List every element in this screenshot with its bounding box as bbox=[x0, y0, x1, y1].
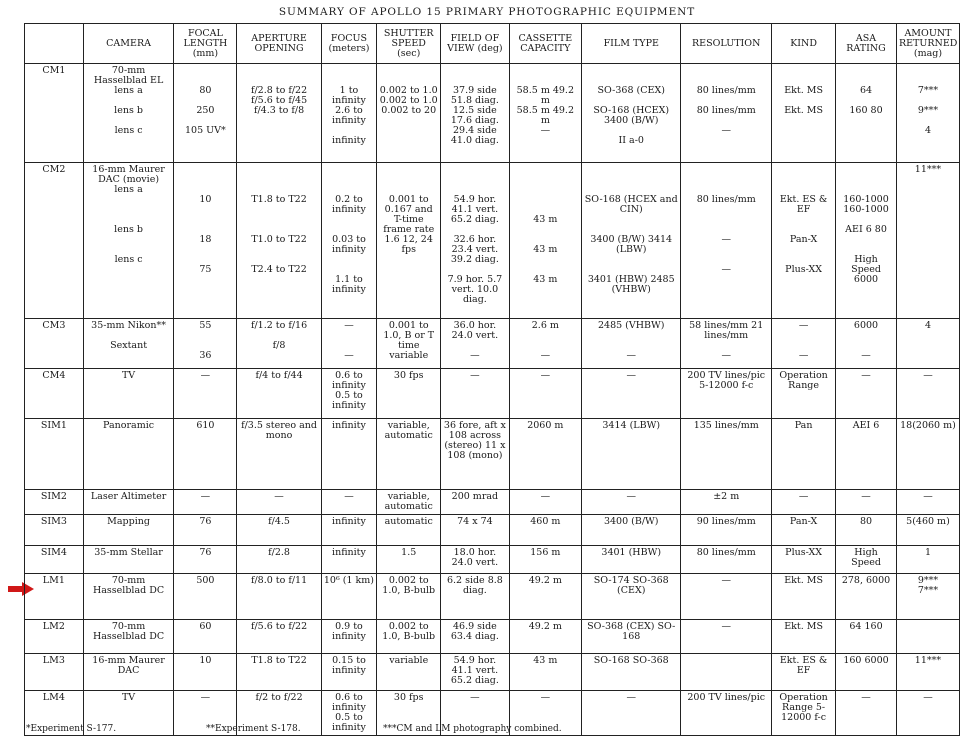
cell-focus: — bbox=[321, 490, 377, 515]
cell-id: SIM4 bbox=[25, 546, 84, 574]
cell-amount: — bbox=[896, 490, 959, 515]
cell-resolution bbox=[681, 654, 772, 691]
cell-id: LM1 bbox=[25, 574, 84, 620]
cell-focal: — bbox=[174, 490, 237, 515]
cell-shutter: 0.002 to 1.0, B-bulb bbox=[377, 574, 441, 620]
cell-shutter: 30 fps bbox=[377, 369, 441, 419]
cell-fov: 54.9 hor. 41.1 vert. 65.2 diag. 32.6 hor. 23.4 vert. 39.2 diag. 7.9 hor. 5.7 vert. 10.0 diag. bbox=[441, 163, 509, 319]
table-row bbox=[25, 419, 960, 490]
cell-focal: 10 bbox=[174, 654, 237, 691]
cell-film: — bbox=[582, 490, 681, 515]
cell-asa: 160 6000 bbox=[836, 654, 897, 691]
footnote-1: *Experiment S-177. bbox=[26, 724, 117, 734]
cell-amount: 4 bbox=[896, 319, 959, 369]
cell-cassette: 156 m bbox=[509, 546, 582, 574]
cell-aperture: f/3.5 stereo and mono bbox=[237, 419, 321, 490]
cell-shutter: 0.001 to 1.0, B or T time variable bbox=[377, 319, 441, 369]
cell-focus: 0.6 to infinity 0.5 to infinity bbox=[321, 369, 377, 419]
cell-aperture: f/2 to f/22 bbox=[237, 691, 321, 736]
cell-fov: 18.0 hor. 24.0 vert. bbox=[441, 546, 509, 574]
header-row bbox=[25, 24, 960, 64]
cell-cassette: 460 m bbox=[509, 515, 582, 546]
cell-resolution: 80 lines/mm — — bbox=[681, 163, 772, 319]
cell-camera: 16-mm Maurer DAC bbox=[83, 654, 174, 691]
cell-amount: 1 bbox=[896, 546, 959, 574]
header-asa: ASA RATING bbox=[836, 24, 897, 64]
cell-id: SIM3 bbox=[25, 515, 84, 546]
cell-aperture: f/8.0 to f/11 bbox=[237, 574, 321, 620]
cell-camera: Laser Altimeter bbox=[83, 490, 174, 515]
cell-cassette: 43 m bbox=[509, 654, 582, 691]
cell-aperture: — bbox=[237, 490, 321, 515]
header-shutter: SHUTTER SPEED (sec) bbox=[377, 24, 441, 64]
cell-film: SO-368 (CEX) SO-168 bbox=[582, 620, 681, 654]
cell-asa: — bbox=[836, 490, 897, 515]
footnote-3: ***CM and LM photography combined. bbox=[383, 724, 562, 734]
cell-shutter: 1.5 bbox=[377, 546, 441, 574]
cell-kind: — bbox=[772, 490, 836, 515]
cell-focus: infinity bbox=[321, 419, 377, 490]
table-row bbox=[25, 319, 960, 369]
cell-aperture: T1.8 to T22 bbox=[237, 654, 321, 691]
cell-focal: — bbox=[174, 369, 237, 419]
cell-camera: 16-mm Maurer DAC (movie) lens a lens b lens c bbox=[83, 163, 174, 319]
table-row bbox=[25, 546, 960, 574]
cell-focus: 0.9 to infinity bbox=[321, 620, 377, 654]
cell-amount: 11*** bbox=[896, 654, 959, 691]
cell-asa: 64 160 80 bbox=[836, 64, 897, 163]
table-row bbox=[25, 369, 960, 419]
cell-aperture: f/1.2 to f/16 f/8 bbox=[237, 319, 321, 369]
cell-amount: 5(460 m) bbox=[896, 515, 959, 546]
header-kind: KIND bbox=[772, 24, 836, 64]
cell-shutter: variable, automatic bbox=[377, 419, 441, 490]
cell-resolution: 90 lines/mm bbox=[681, 515, 772, 546]
cell-camera: 70-mm Hasselblad DC bbox=[83, 620, 174, 654]
cell-amount: 7*** 9*** 4 bbox=[896, 64, 959, 163]
cell-resolution: 80 lines/mm bbox=[681, 546, 772, 574]
header-focal: FOCAL LENGTH (mm) bbox=[174, 24, 237, 64]
cell-film: — bbox=[582, 369, 681, 419]
cell-aperture: f/2.8 to f/22 f/5.6 to f/45 f/4.3 to f/8 bbox=[237, 64, 321, 163]
cell-film: SO-168 SO-368 bbox=[582, 654, 681, 691]
cell-amount: — bbox=[896, 369, 959, 419]
cell-shutter: 0.002 to 1.0, B-bulb bbox=[377, 620, 441, 654]
cell-cassette: — bbox=[509, 490, 582, 515]
header-aperture: APERTURE OPENING bbox=[237, 24, 321, 64]
header-amount: AMOUNT RETURNED (mag) bbox=[896, 24, 959, 64]
cell-asa: 6000 — bbox=[836, 319, 897, 369]
cell-cassette: — bbox=[509, 691, 582, 736]
cell-resolution: 135 lines/mm bbox=[681, 419, 772, 490]
header-resolution: RESOLUTION bbox=[681, 24, 772, 64]
cell-resolution: — bbox=[681, 620, 772, 654]
cell-cassette: 58.5 m 49.2 m 58.5 m 49.2 m — bbox=[509, 64, 582, 163]
cell-id: LM2 bbox=[25, 620, 84, 654]
cell-fov: 36 fore, aft x 108 across (stereo) 11 x 108 (mono) bbox=[441, 419, 509, 490]
cell-cassette: 49.2 m bbox=[509, 620, 582, 654]
cell-focus: — — bbox=[321, 319, 377, 369]
cell-focal: 76 bbox=[174, 546, 237, 574]
cell-film: SO-368 (CEX) SO-168 (HCEX) 3400 (B/W) II a-0 bbox=[582, 64, 681, 163]
cell-kind: Ekt. ES & EF bbox=[772, 654, 836, 691]
cell-id: CM1 bbox=[25, 64, 84, 163]
cell-focus: 0.6 to infinity 0.5 to infinity bbox=[321, 691, 377, 736]
cell-kind: Ekt. MS bbox=[772, 620, 836, 654]
cell-id: CM2 bbox=[25, 163, 84, 319]
cell-aperture: f/4 to f/44 bbox=[237, 369, 321, 419]
table-title: SUMMARY OF APOLLO 15 PRIMARY PHOTOGRAPHIC EQUIPMENT bbox=[278, 6, 696, 18]
cell-fov: 37.9 side 51.8 diag. 12.5 side 17.6 diag. 29.4 side 41.0 diag. bbox=[441, 64, 509, 163]
table-row bbox=[25, 490, 960, 515]
cell-focus: infinity bbox=[321, 546, 377, 574]
table-row bbox=[25, 64, 960, 163]
cell-shutter: variable bbox=[377, 654, 441, 691]
cell-asa: 278, 6000 bbox=[836, 574, 897, 620]
cell-focus: 0.15 to infinity bbox=[321, 654, 377, 691]
cell-kind: Ekt. MS bbox=[772, 574, 836, 620]
cell-asa: AEI 6 bbox=[836, 419, 897, 490]
cell-aperture: T1.8 to T22 T1.0 to T22 T2.4 to T22 bbox=[237, 163, 321, 319]
cell-focal: 60 bbox=[174, 620, 237, 654]
cell-kind: Plus-XX bbox=[772, 546, 836, 574]
cell-resolution: 200 TV lines/pic 5-12000 f-c bbox=[681, 369, 772, 419]
cell-shutter: 30 fps bbox=[377, 691, 441, 736]
cell-focal: 76 bbox=[174, 515, 237, 546]
cell-focus: 10⁶ (1 km) bbox=[321, 574, 377, 620]
cell-focal: — bbox=[174, 691, 237, 736]
cell-aperture: f/4.5 bbox=[237, 515, 321, 546]
cell-fov: 54.9 hor. 41.1 vert. 65.2 diag. bbox=[441, 654, 509, 691]
cell-film: 2485 (VHBW) — bbox=[582, 319, 681, 369]
equipment-table bbox=[24, 23, 960, 736]
cell-asa: — bbox=[836, 691, 897, 736]
cell-cassette: 2.6 m — bbox=[509, 319, 582, 369]
cell-kind: Operation Range bbox=[772, 369, 836, 419]
header-fov: FIELD OF VIEW (deg) bbox=[441, 24, 509, 64]
cell-resolution: 200 TV lines/pic bbox=[681, 691, 772, 736]
cell-kind: Ekt. ES & EF Pan-X Plus-XX bbox=[772, 163, 836, 319]
table-row bbox=[25, 620, 960, 654]
cell-camera: TV bbox=[83, 691, 174, 736]
cell-focal: 80 250 105 UV* bbox=[174, 64, 237, 163]
cell-id: CM4 bbox=[25, 369, 84, 419]
cell-cassette: — bbox=[509, 369, 582, 419]
cell-id: LM4 bbox=[25, 691, 84, 736]
cell-resolution: ±2 m bbox=[681, 490, 772, 515]
cell-fov: 46.9 side 63.4 diag. bbox=[441, 620, 509, 654]
table-row bbox=[25, 163, 960, 319]
cell-focal: 10 18 75 bbox=[174, 163, 237, 319]
cell-kind: — — bbox=[772, 319, 836, 369]
cell-fov: 200 mrad bbox=[441, 490, 509, 515]
cell-id: SIM1 bbox=[25, 419, 84, 490]
cell-asa: 80 bbox=[836, 515, 897, 546]
header-cassette: CASSETTE CAPACITY bbox=[509, 24, 582, 64]
cell-amount bbox=[896, 620, 959, 654]
cell-focus: 1 to infinity 2.6 to infinity infinity bbox=[321, 64, 377, 163]
cell-kind: Pan-X bbox=[772, 515, 836, 546]
table-row bbox=[25, 515, 960, 546]
cell-id: LM3 bbox=[25, 654, 84, 691]
cell-asa: High Speed bbox=[836, 546, 897, 574]
cell-aperture: f/2.8 bbox=[237, 546, 321, 574]
cell-cassette: 43 m 43 m 43 m bbox=[509, 163, 582, 319]
cell-focal: 610 bbox=[174, 419, 237, 490]
cell-shutter: 0.001 to 0.167 and T-time frame rate 1.6 12, 24 fps bbox=[377, 163, 441, 319]
cell-amount: 18(2060 m) bbox=[896, 419, 959, 490]
cell-asa: 64 160 bbox=[836, 620, 897, 654]
cell-kind: Ekt. MS Ekt. MS bbox=[772, 64, 836, 163]
cell-amount: 9*** 7*** bbox=[896, 574, 959, 620]
cell-cassette: 2060 m bbox=[509, 419, 582, 490]
cell-camera: 35-mm Stellar bbox=[83, 546, 174, 574]
cell-fov: 6.2 side 8.8 diag. bbox=[441, 574, 509, 620]
cell-focus: infinity bbox=[321, 515, 377, 546]
cell-fov: — bbox=[441, 369, 509, 419]
cell-id: CM3 bbox=[25, 319, 84, 369]
cell-focus: 0.2 to infinity 0.03 to infinity 1.1 to infinity bbox=[321, 163, 377, 319]
cell-film: — bbox=[582, 691, 681, 736]
cell-resolution: 58 lines/mm 21 lines/mm — bbox=[681, 319, 772, 369]
cell-camera: 70-mm Hasselblad EL lens a lens b lens c bbox=[83, 64, 174, 163]
cell-focal: 55 36 bbox=[174, 319, 237, 369]
header-focus: FOCUS (meters) bbox=[321, 24, 377, 64]
cell-cassette: 49.2 m bbox=[509, 574, 582, 620]
cell-camera: TV bbox=[83, 369, 174, 419]
cell-film: 3400 (B/W) bbox=[582, 515, 681, 546]
cell-kind: Pan bbox=[772, 419, 836, 490]
cell-kind: Operation Range 5-12000 f-c bbox=[772, 691, 836, 736]
table-row bbox=[25, 574, 960, 620]
cell-asa: — bbox=[836, 369, 897, 419]
cell-camera: 70-mm Hasselblad DC bbox=[83, 574, 174, 620]
cell-resolution: — bbox=[681, 574, 772, 620]
cell-amount: 11*** bbox=[896, 163, 959, 319]
footnote-2: **Experiment S-178. bbox=[206, 724, 301, 734]
cell-film: SO-174 SO-368 (CEX) bbox=[582, 574, 681, 620]
cell-camera: 35-mm Nikon** Sextant bbox=[83, 319, 174, 369]
cell-id: SIM2 bbox=[25, 490, 84, 515]
cell-focal: 500 bbox=[174, 574, 237, 620]
cell-aperture: f/5.6 to f/22 bbox=[237, 620, 321, 654]
cell-film: SO-168 (HCEX and CIN) 3400 (B/W) 3414 (LBW) 3401 (HBW) 2485 (VHBW) bbox=[582, 163, 681, 319]
header-film: FILM TYPE bbox=[582, 24, 681, 64]
cell-resolution: 80 lines/mm 80 lines/mm — bbox=[681, 64, 772, 163]
cell-shutter: 0.002 to 1.0 0.002 to 1.0 0.002 to 20 bbox=[377, 64, 441, 163]
cell-film: 3401 (HBW) bbox=[582, 546, 681, 574]
cell-camera: Panoramic bbox=[83, 419, 174, 490]
cell-fov: — bbox=[441, 691, 509, 736]
table-row bbox=[25, 654, 960, 691]
cell-shutter: automatic bbox=[377, 515, 441, 546]
header-id bbox=[25, 24, 84, 64]
header-camera: CAMERA bbox=[83, 24, 174, 64]
cell-shutter: variable, automatic bbox=[377, 490, 441, 515]
cell-fov: 36.0 hor. 24.0 vert. — bbox=[441, 319, 509, 369]
cell-camera: Mapping bbox=[83, 515, 174, 546]
cell-asa: 160-1000 160-1000 AEI 6 80 High Speed 6000 bbox=[836, 163, 897, 319]
cell-film: 3414 (LBW) bbox=[582, 419, 681, 490]
cell-amount: — bbox=[896, 691, 959, 736]
cell-fov: 74 x 74 bbox=[441, 515, 509, 546]
